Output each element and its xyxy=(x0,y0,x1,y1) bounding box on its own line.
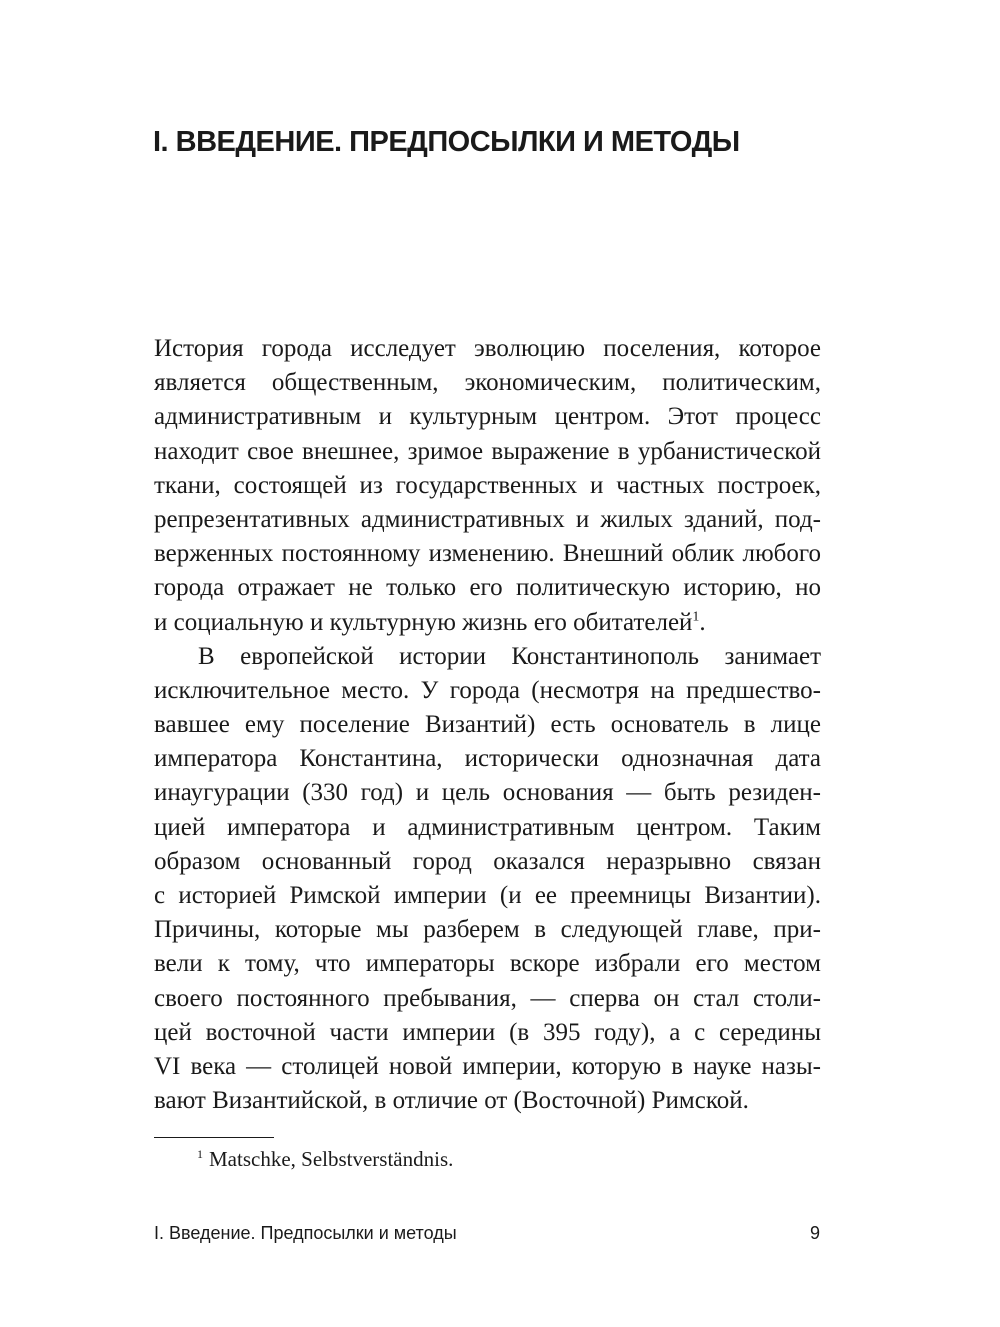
text-line: находит свое внешнее, зримое выражение в урбанистической xyxy=(154,437,821,465)
text-line: императора Константина, исторически однозначная дата xyxy=(154,745,821,773)
text-line: вавшее ему поселение Византий) есть основатель в лице xyxy=(154,711,821,739)
paragraph-2 xyxy=(154,640,821,1119)
text-line: исключительное место. У города (несмотря на предшество- xyxy=(154,676,821,704)
footnote-text: Matschke, Selbstverständnis. xyxy=(209,1147,454,1171)
text-line: города отражает не только его политическую историю, но xyxy=(154,574,821,602)
text-line: верженных постоянному изменению. Внешний облик любого xyxy=(154,540,821,568)
chapter-title: I. ВВЕДЕНИЕ. ПРЕДПОСЫЛКИ И МЕТОДЫ xyxy=(153,126,740,158)
text-line: инаугурации (330 год) и цель основания — быть резиден- xyxy=(154,779,821,807)
text-line-last: и социальную и культурную жизнь его обитателей$^1$. xyxy=(154,608,706,636)
text-line: репрезентативных административных и жилых зданий, под- xyxy=(154,505,821,533)
running-footer-title: I. Введение. Предпосылки и методы xyxy=(154,1223,457,1243)
text-line: вают Византийской, в отличие от (Восточной) Римской. xyxy=(154,1087,749,1115)
footnote-number: 1 xyxy=(197,1147,203,1161)
footnote xyxy=(197,1147,453,1172)
text-line: цией императора и административным центром. Таким xyxy=(154,813,821,841)
text-line: образом основанный город оказался неразрывно связан xyxy=(154,847,821,875)
footnote-separator xyxy=(154,1137,274,1138)
text-line: является общественным, экономическим, политическим, xyxy=(154,369,821,397)
text-line: вели к тому, что императоры вскоре избрали его местом xyxy=(154,950,821,978)
text-line: VI века — столицей новой империи, которую в науке назы- xyxy=(154,1052,821,1080)
text-line: административным и культурным центром. Этот процесс xyxy=(154,403,821,431)
text-line: В европейской истории Константинополь занимает xyxy=(198,642,821,670)
paragraph-1 xyxy=(154,332,821,640)
text-line: и социальную и культурную жизнь его обитателей xyxy=(154,608,693,636)
text-line: ткани, состоящей из государственных и частных построек, xyxy=(154,471,821,499)
footnote-reference[interactable]: 1 xyxy=(692,609,700,625)
text-line: своего постоянного пребывания, — сперва он стал столи- xyxy=(154,984,821,1012)
body-text xyxy=(154,332,821,1118)
page-number: 9 xyxy=(809,1223,820,1243)
text-line: цей восточной части империи (в 395 году), а с середины xyxy=(154,1018,821,1046)
text-line: История города исследует эволюцию поселения, которое xyxy=(154,335,821,362)
text-line: с историей Римской империи (и ее преемницы Византии). xyxy=(154,882,821,909)
text-line: Причины, которые мы разберем в следующей главе, при- xyxy=(154,916,821,944)
